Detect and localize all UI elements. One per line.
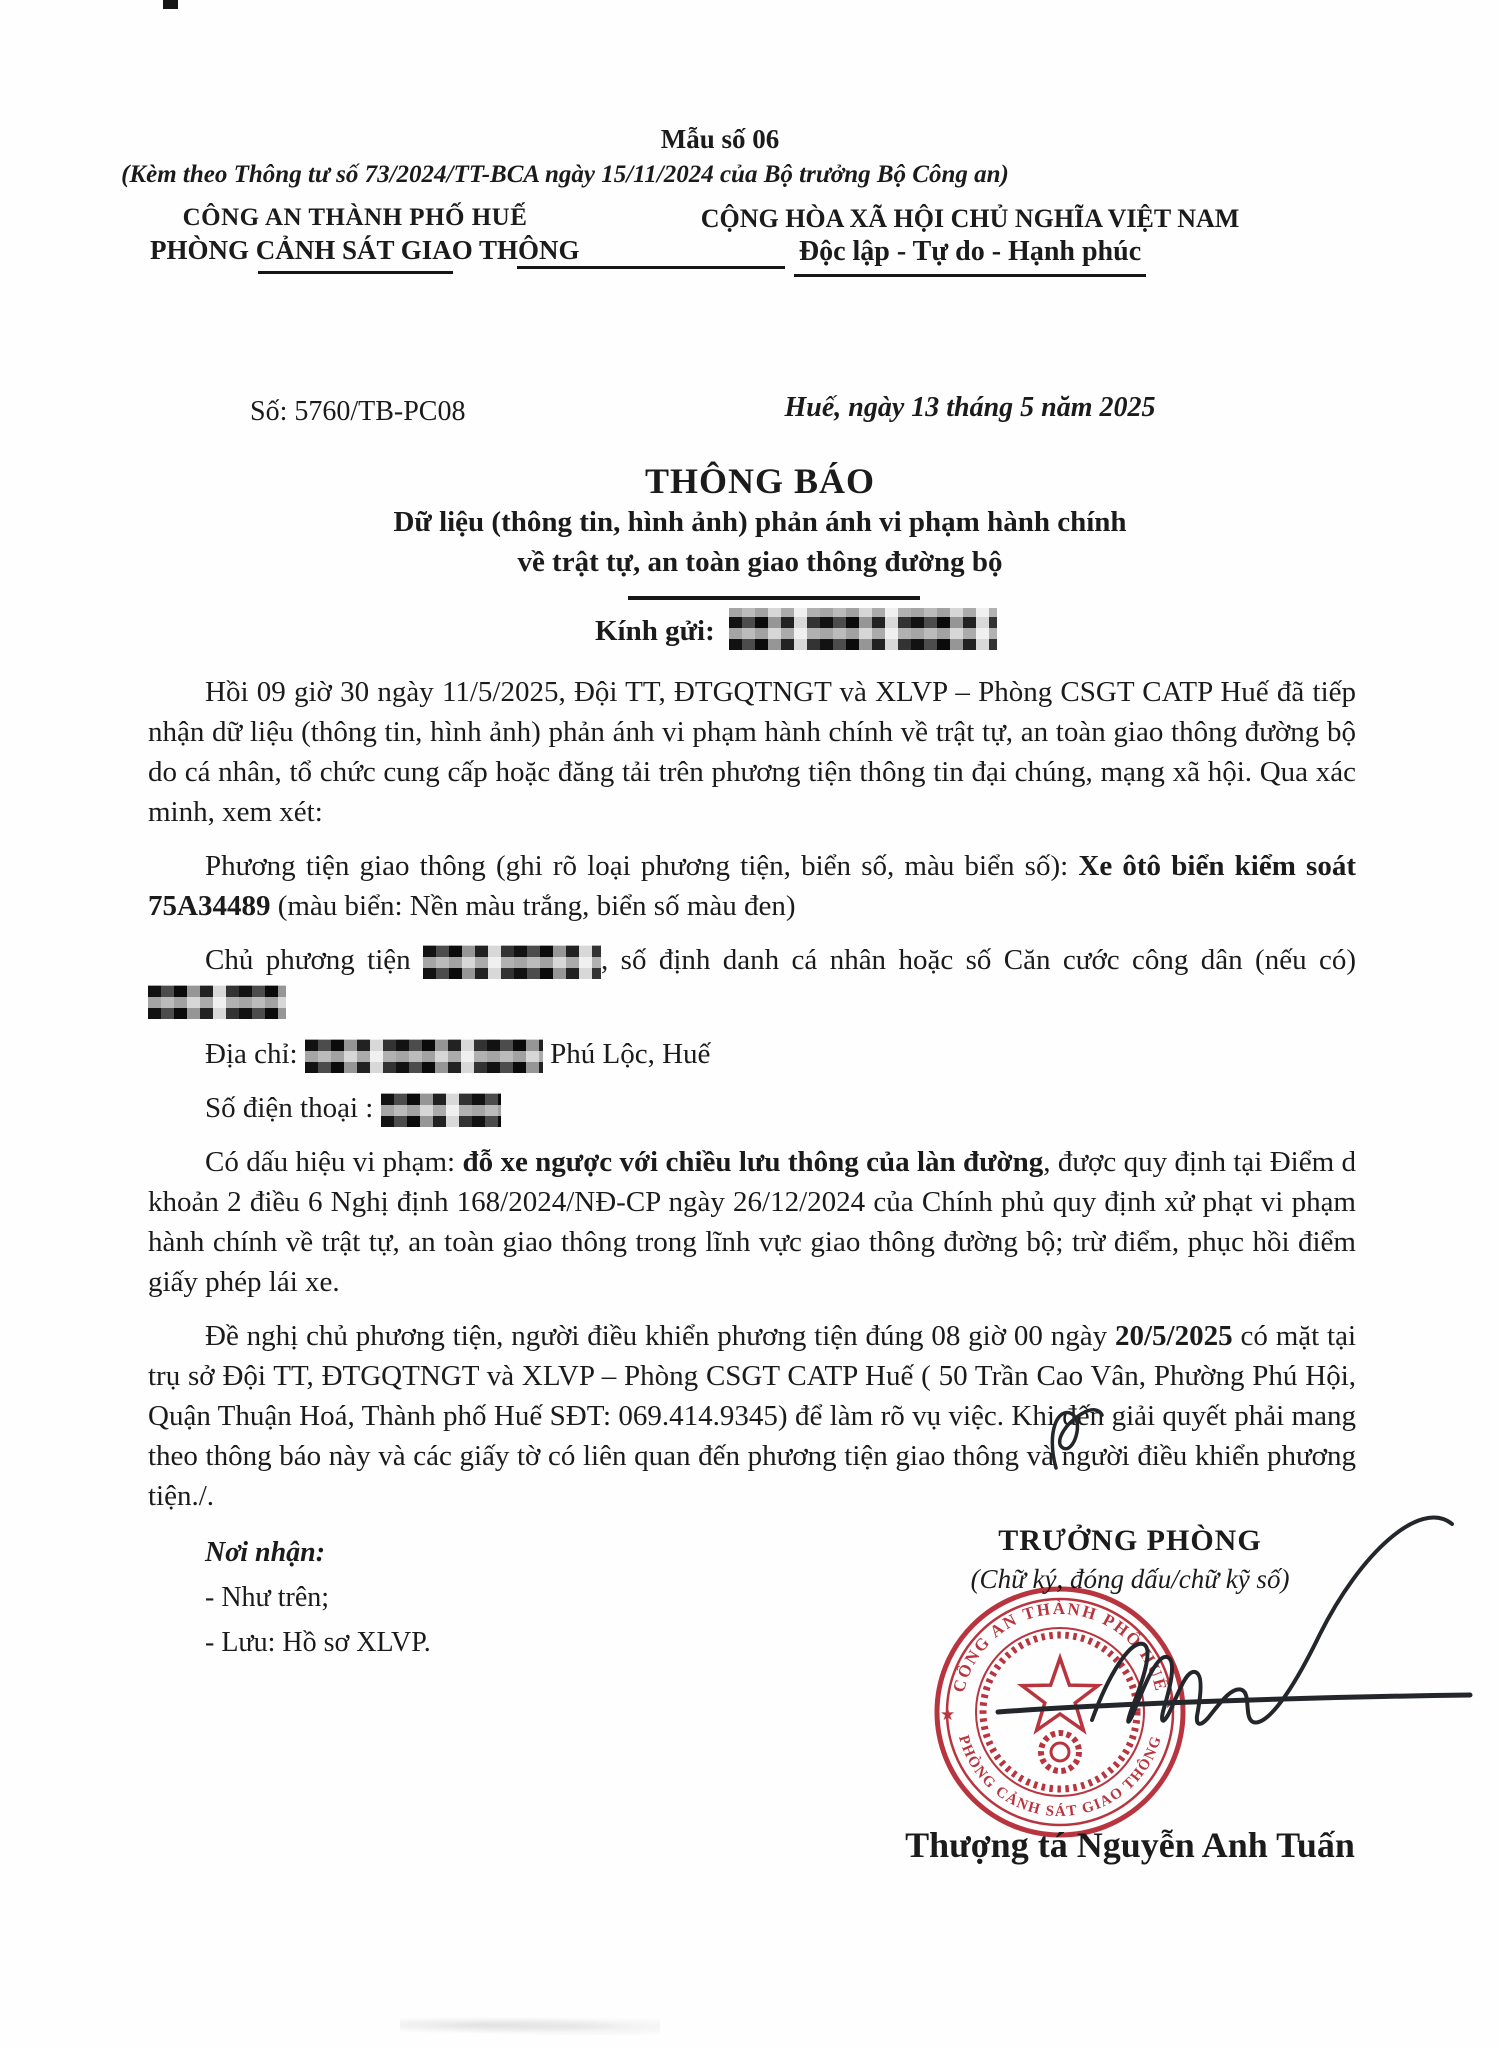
document-title: THÔNG BÁO bbox=[644, 461, 876, 501]
agency-parent-name: CÔNG AN THÀNH PHỐ HUẾ bbox=[182, 204, 528, 231]
scan-smudge-artifact bbox=[400, 2015, 660, 2035]
redacted-phone-number bbox=[381, 1093, 501, 1127]
redacted-recipient-name bbox=[729, 608, 997, 650]
national-motto-line2: Độc lập - Tự do - Hạnh phúc bbox=[798, 236, 1142, 267]
paragraph-owner: Chủ phương tiện , số định danh cá nhân hoặc số Căn cước công dân (nếu có) bbox=[148, 940, 1356, 1020]
signature-horizontal-stroke bbox=[998, 1695, 1470, 1712]
scan-artifact-mark bbox=[163, 0, 178, 9]
national-motto-line1: CỘNG HÒA XÃ HỘI CHỦ NGHĨA VIỆT NAM bbox=[700, 204, 1240, 233]
agency-underline bbox=[258, 271, 453, 274]
salutation-line bbox=[595, 608, 997, 650]
place-and-date: Huế, ngày 13 tháng 5 năm 2025 bbox=[784, 392, 1156, 423]
recipients-block bbox=[205, 1530, 431, 1665]
signer-title: TRƯỞNG PHÒNG bbox=[998, 1524, 1262, 1557]
recipients-label: Nơi nhận: bbox=[205, 1537, 326, 1568]
document-subtitle-line2: về trật tự, an toàn giao thông đường bộ bbox=[517, 546, 1003, 578]
redacted-owner-name bbox=[423, 945, 601, 979]
form-number: Mẫu số 06 bbox=[660, 124, 780, 154]
redacted-address bbox=[305, 1039, 543, 1073]
paragraph-vehicle: Phương tiện giao thông (ghi rõ loại phương tiện, biển số, màu biển số): Xe ôtô biển kiểm soát 75A34489 (màu biển: Nền màu trắng, biển số màu đen) bbox=[148, 850, 1356, 922]
issuing-agency-block bbox=[150, 204, 580, 274]
salutation-label: Kính gửi: bbox=[595, 615, 715, 647]
document-subtitle-line1: Dữ liệu (thông tin, hình ảnh) phản ánh vi phạm hành chính bbox=[393, 506, 1127, 538]
signature-instruction: (Chữ ký, đóng dấu/chữ kỹ số) bbox=[970, 1564, 1290, 1594]
signer-name: Thượng tá Nguyễn Anh Tuấn bbox=[905, 1825, 1355, 1865]
signature-main-squiggle bbox=[1092, 1518, 1452, 1724]
recipient-item: - Như trên; bbox=[205, 1582, 330, 1613]
paragraph-address: Địa chỉ: Phú Lộc, Huế bbox=[148, 1034, 1356, 1074]
paragraph-summons: Đề nghị chủ phương tiện, người điều khiển phương tiện đúng 08 giờ 00 ngày 20/5/2025 có mặt tại trụ sở Đội TT, ĐTGQTNGT và XLVP – Phòng CSGT CATP Huế ( 50 Trần Cao Vân, Phường Phú Hội, Quận Thuận Hoá, Thành phố Huế SĐT: 069.414.9345) để làm rõ vụ việc. Khi đến giải quyết phải mang theo thông báo này và các giấy tờ có liên quan đến phương tiện giao thông và người điều khiển phương tiện./. bbox=[148, 1320, 1357, 1512]
national-motto-block bbox=[665, 204, 1275, 277]
handwritten-signature bbox=[980, 1388, 1490, 1748]
stamp-bottom-arc-text: PHÒNG CẢNH SÁT GIAO THÔNG bbox=[955, 1733, 1166, 1821]
violation-bold: đỗ xe ngược với chiều lưu thông của làn đường bbox=[462, 1146, 1044, 1178]
document-number: Số: 5760/TB-PC08 bbox=[250, 396, 466, 427]
redacted-id-number bbox=[148, 985, 286, 1019]
summons-date-bold: 20/5/2025 bbox=[1115, 1320, 1233, 1352]
motto-underline bbox=[794, 274, 1146, 277]
stamp-right-star-icon: ★ bbox=[1163, 1693, 1179, 1712]
stamp-top-arc-text: CÔNG AN THÀNH PHỐ HUẾ bbox=[949, 1599, 1171, 1695]
vehicle-plate-bold: Xe ôtô biển kiểm soát 75A34489 bbox=[148, 850, 1356, 922]
paragraph-intro: Hồi 09 giờ 30 ngày 11/5/2025, Đội TT, ĐTGQTNGT và XLVP – Phòng CSGT CATP Huế đã tiếp nhận dữ liệu (thông tin, hình ảnh) phản ánh vi phạm hành chính về trật tự, an toàn giao thông đường bộ do cá nhân, tổ chức cung cấp hoặc đăng tải trên phương tiện thông tin đại chúng, mạng xã hội. Qua xác minh, xem xét: bbox=[148, 676, 1356, 828]
stamp-left-star-icon: ★ bbox=[940, 1705, 956, 1724]
form-note: (Kèm theo Thông tư số 73/2024/TT-BCA ngày 15/11/2024 của Bộ trưởng Bộ Công an) bbox=[121, 161, 1009, 188]
recipient-item: - Lưu: Hồ sơ XLVP. bbox=[205, 1627, 431, 1658]
paragraph-phone: Số điện thoại : bbox=[148, 1088, 1356, 1128]
agency-name: PHÒNG CẢNH SÁT GIAO THÔNG bbox=[150, 235, 580, 265]
paragraph-violation: Có dấu hiệu vi phạm: đỗ xe ngược với chiều lưu thông của làn đường, được quy định tại Điểm d khoản 2 điều 6 Nghị định 168/2024/NĐ-CP ngày 26/12/2024 của Chính phủ quy định xử phạt vi phạm hành chính về trật tự, an toàn giao thông trong lĩnh vực giao thông đường bộ; trừ điểm, phục hồi điểm giấy phép lái xe. bbox=[148, 1146, 1356, 1298]
signature-paragraph-flourish bbox=[1052, 1410, 1102, 1468]
title-underline-rule bbox=[628, 596, 920, 600]
